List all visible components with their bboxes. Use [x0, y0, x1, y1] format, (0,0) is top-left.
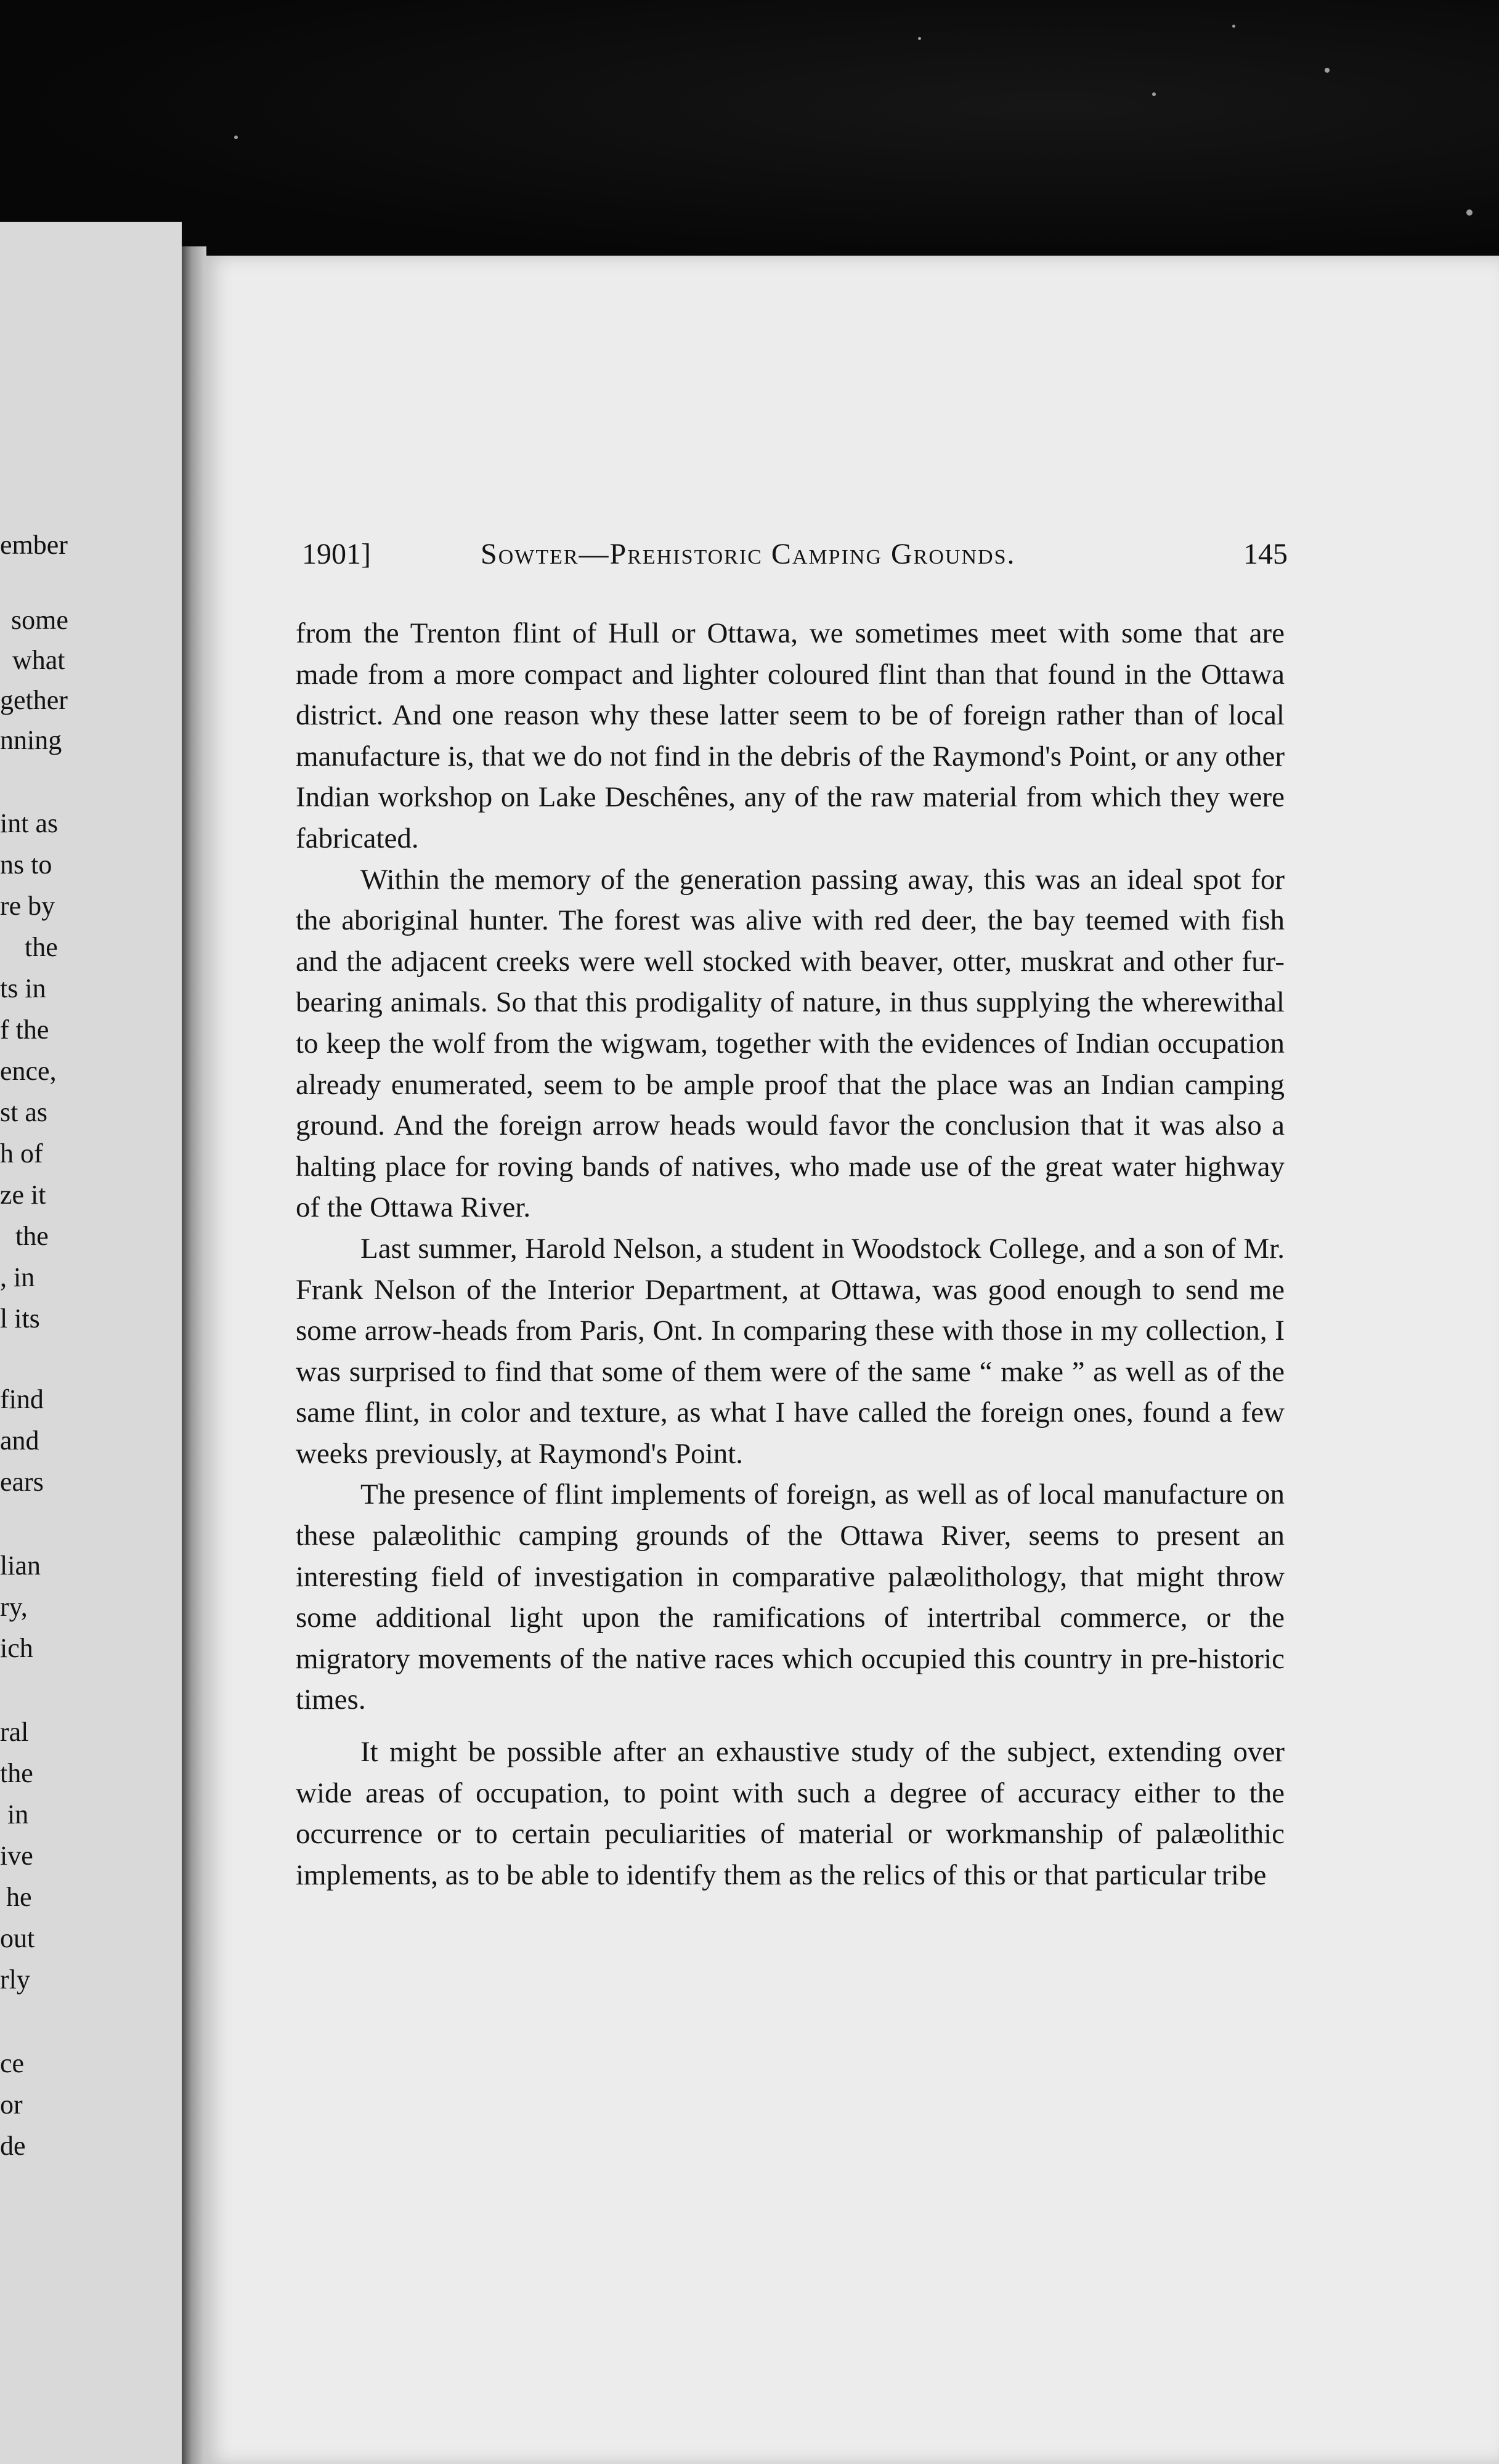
left-page-fragment: rly	[0, 1964, 30, 1995]
left-page-fragment: de	[0, 2131, 26, 2161]
body-text	[296, 613, 1285, 1895]
left-page-fragment: ts in	[0, 973, 46, 1003]
left-page-fragment: ive	[0, 1841, 33, 1871]
paragraph: from the Trenton flint of Hull or Ottawa, we sometimes meet with some that are made from a more compact and lighter coloured flint than that found in the Ottawa district. And one reason why these latter seem to be of foreign rather than of local manufacture is, that we do not find in the debris of the Raymond's Point, or any other Indian workshop on Lake Deschênes, any of the raw material from which they were fabricated.	[296, 617, 1285, 854]
paragraph: The presence of flint implements of foreign, as well as of local manufacture on these palæolithic camping grounds of the Ottawa River, seems to present an interesting field of investigation in comparative palæolithology, that might throw some additional light upon the ramifications of intertribal commerce, or the migratory movements of the native races which occupied this country in pre-historic times.	[296, 1478, 1285, 1716]
dust-speck	[1325, 68, 1330, 73]
left-page-fragment: or	[0, 2089, 23, 2120]
dust-speck	[1232, 25, 1235, 28]
scan-background	[0, 0, 1499, 265]
left-page-fragment: int as	[0, 808, 59, 838]
left-page-fragment: st as	[0, 1097, 47, 1127]
left-page-fragment: re by	[0, 891, 55, 921]
left-page-fragment: ce	[0, 2048, 25, 2078]
left-page-fragment: what	[12, 645, 65, 675]
page-number: 145	[1243, 538, 1288, 570]
left-page-fragment: ze it	[0, 1180, 46, 1210]
left-page-fragment: l its	[0, 1303, 40, 1334]
left-page-fragment: ry,	[0, 1592, 28, 1622]
running-head-title: Sowter—Prehistoric Camping Grounds.	[481, 538, 1016, 570]
left-page-fragment: ich	[0, 1633, 33, 1663]
dust-speck	[1152, 92, 1156, 96]
left-page-fragment: ns to	[0, 849, 52, 880]
left-page-fragment: the	[0, 1758, 33, 1788]
left-page-fragment: lian	[0, 1550, 41, 1581]
left-page-fragment: ence,	[0, 1056, 57, 1086]
left-page-fragment: ral	[0, 1717, 29, 1747]
dust-speck	[918, 37, 921, 40]
page-gutter	[182, 246, 206, 2464]
paragraph: Last summer, Harold Nelson, a student in Woodstock College, and a son of Mr. Frank Nelson of the Interior Department, at Ottawa, was good enough to send me some arrow-heads from Paris, Ont. In comparing these with those in my collection, I was surprised to find that some of them were of the same “ make ” as well as of the same flint, in color and texture, as what I have called the foreign ones, found a few weeks previously, at Raymond's Point.	[296, 1232, 1285, 1470]
dust-speck	[234, 136, 238, 139]
left-page-fragment: the	[15, 1221, 49, 1251]
left-page-fragment: ember	[0, 530, 68, 560]
left-page-fragment: f the	[0, 1015, 49, 1045]
left-page-fragment: h of	[0, 1138, 43, 1169]
left-page-fragment: , in	[0, 1262, 35, 1292]
left-page-fragment: and	[0, 1425, 39, 1456]
left-page-fragment: he	[6, 1882, 32, 1912]
paragraph: Within the memory of the generation passing away, this was an ideal spot for the aboriginal hunter. The forest was alive with red deer, the bay teemed with fish and the adjacent creeks were well stocked with beaver, otter, muskrat and other fur-bearing animals. So that this prodigality of nature, in thus supplying the wherewithal to keep the wolf from the wigwam, together with the evidences of Indian occupation already enumerated, seem to be ample proof that the place was an Indian camping ground. And the foreign arrow heads would favor the conclusion that it was also a halting place for roving bands of natives, who made use of the great water highway of the Ottawa River.	[296, 863, 1285, 1224]
running-head	[302, 537, 1288, 574]
paragraph: It might be possible after an exhaustive study of the subject, extending over wide areas of occupation, to point with such a degree of accuracy either to the occurrence or to certain peculiarities of material or workmanship of palæolithic implements, as to be able to identify them as the relics of this or that particular tribe	[296, 1736, 1285, 1891]
left-page-fragment: gether	[0, 685, 68, 715]
running-head-year: 1901]	[302, 538, 371, 570]
left-page-fragment: the	[25, 932, 58, 962]
left-page-fragment: nning	[0, 725, 62, 755]
left-page-fragment: out	[0, 1923, 35, 1953]
left-page-fragment: ears	[0, 1467, 44, 1497]
left-page-fragment: in	[7, 1799, 29, 1830]
dust-speck	[1466, 209, 1473, 216]
left-page-fragment: some	[11, 605, 68, 635]
left-page-fragment: find	[0, 1384, 44, 1414]
